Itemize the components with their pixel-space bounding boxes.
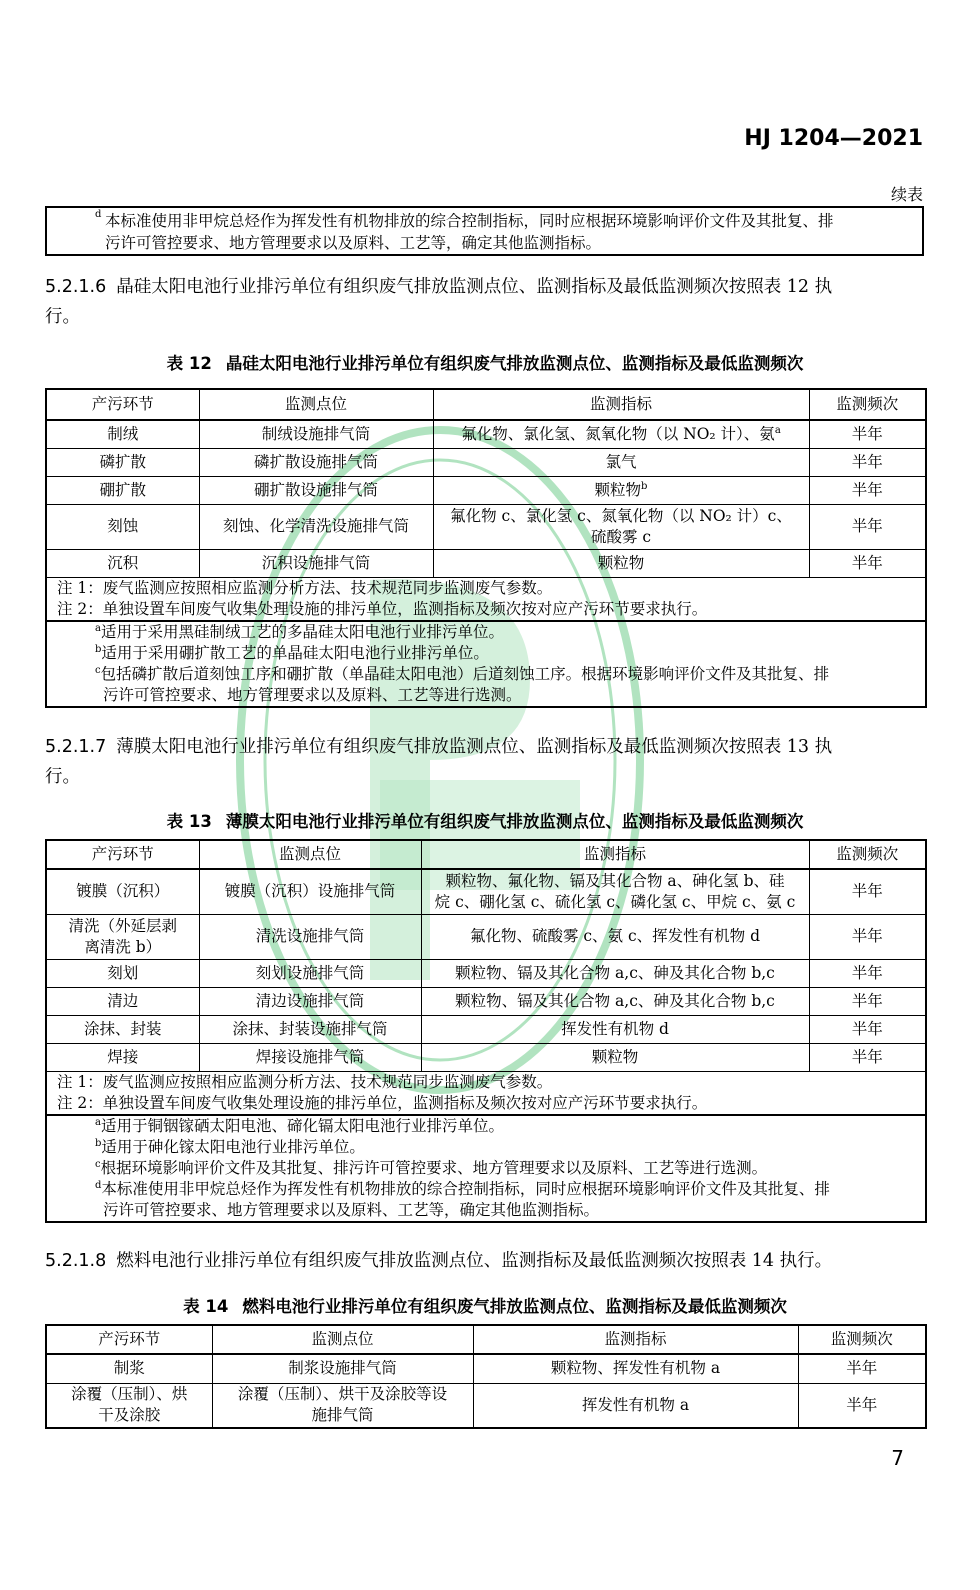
table-row: 镀膜（沉积） 镀膜（沉积）设施排气筒 颗粒物、氟化物、镉及其化合物 a、砷化氢 b、硅 烷 c、硼化氢 c、硫化氢 c、磷化氢 c、甲烷 c、氨 c 半年 xyxy=(46,869,926,914)
table-row: 制浆 制浆设施排气筒 颗粒物、挥发性有机物 a 半年 xyxy=(46,1354,926,1383)
header-cell: 监测频次 xyxy=(798,1325,926,1354)
table-row: 制绒 制绒设施排气筒 氟化物、氯化氢、氮氧化物（以 NO₂ 计）、氨$^a$ 半年 xyxy=(46,420,926,448)
paragraph-5-2-1-6: 5.2.1.6 晶硅太阳电池行业排污单位有组织废气排放监测点位、监测指标及最低监测频次按照表 12 执 行。 xyxy=(45,277,833,327)
table-14-caption: 表 14 燃料电池行业排污单位有组织废气排放监测点位、监测指标及最低监测频次 xyxy=(183,1297,787,1316)
header-cell: 监测指标 xyxy=(421,840,809,869)
header-cell: 产污环节 xyxy=(46,840,199,869)
header-cell: 产污环节 xyxy=(46,1325,212,1354)
table-row: 焊接 焊接设施排气筒 颗粒物 半年 xyxy=(46,1043,926,1071)
table-14 xyxy=(45,1324,927,1429)
header-cell: 监测点位 xyxy=(199,840,421,869)
table-row: 硼扩散 硼扩散设施排气筒 颗粒物$^b$ 半年 xyxy=(46,476,926,504)
header-cell: 监测频次 xyxy=(809,389,926,420)
table-12 xyxy=(45,388,927,708)
header-cell: 监测指标 xyxy=(433,389,809,420)
table-notes: 注 1：废气监测应按照相应监测分析方法、技术规范同步监测废气参数。 注 2：单独设置车间废气收集处理设施的排污单位，监测指标及频次按对应产污环节要求执行。 xyxy=(46,1071,926,1115)
document-code: HJ 1204—2021 xyxy=(744,126,923,151)
table-row: 磷扩散 磷扩散设施排气筒 氯气 半年 xyxy=(46,448,926,476)
table-12-caption: 表 12 晶硅太阳电池行业排污单位有组织废气排放监测点位、监测指标及最低监测频次 xyxy=(166,354,804,373)
page-number: 7 xyxy=(891,1446,904,1470)
paragraph-5-2-1-8: 5.2.1.8 燃料电池行业排污单位有组织废气排放监测点位、监测指标及最低监测频次按照表 14 执行。 xyxy=(45,1251,833,1271)
table-footnotes: $^a$适用于铜铟镓硒太阳电池、碲化镉太阳电池行业排污单位。 $^b$适用于砷化镓太阳电池行业排污单位。 $^c$根据环境影响评价文件及其批复、排污许可管控要求、地方管理要求以及原料、工艺等进行选测。 $^d$本标准使用非甲烷总烃作为挥发性有机物排放的综合控制指标，同时应根据环境影响评价文件及其批复、排 污许可管控要求、地方管理要求以及原料、工艺等，确定其他监测指标。 xyxy=(46,1115,926,1222)
table-row: 清边 清边设施排气筒 颗粒物、镉及其化合物 a,c、砷及其化合物 b,c 半年 xyxy=(46,987,926,1015)
header-cell: 产污环节 xyxy=(46,389,199,420)
header-cell: 监测点位 xyxy=(199,389,433,420)
continued-footnote-box xyxy=(45,206,924,256)
table-notes: 注 1：废气监测应按照相应监测分析方法、技术规范同步监测废气参数。 注 2：单独设置车间废气收集处理设施的排污单位，监测指标及频次按对应产污环节要求执行。 xyxy=(46,577,926,621)
header-cell: 监测频次 xyxy=(809,840,926,869)
paragraph-5-2-1-7: 5.2.1.7 薄膜太阳电池行业排污单位有组织废气排放监测点位、监测指标及最低监测频次按照表 13 执 行。 xyxy=(45,737,833,787)
table-row: 刻蚀 刻蚀、化学清洗设施排气筒 氟化物 c、氯化氢 c、氮氧化物（以 NO₂ 计）c、 硫酸雾 c 半年 xyxy=(46,504,926,549)
header-cell: 监测点位 xyxy=(212,1325,473,1354)
header-cell: 监测指标 xyxy=(473,1325,798,1354)
table-row: 沉积 沉积设施排气筒 颗粒物 半年 xyxy=(46,549,926,577)
table-footnotes: $^a$适用于采用黑硅制绒工艺的多晶硅太阳电池行业排污单位。 $^b$适用于采用硼扩散工艺的单晶硅太阳电池行业排污单位。 $^c$包括磷扩散后道刻蚀工序和硼扩散（单晶硅太阳电池）后道刻蚀工序。根据环境影响评价文件及其批复、排 污许可管控要求、地方管理要求以及原料、工艺等进行选测。 xyxy=(46,621,926,707)
footnote-d: d 本标准使用非甲烷总烃作为挥发性有机物排放的综合控制指标，同时应根据环境影响评价文件及其批复、排 污许可管控要求、地方管理要求以及原料、工艺等，确定其他监测指标。 xyxy=(95,209,834,252)
table-row: 刻划 刻划设施排气筒 颗粒物、镉及其化合物 a,c、砷及其化合物 b,c 半年 xyxy=(46,959,926,987)
table-13 xyxy=(45,839,927,1223)
table-row: 清洗（外延层剥 离清洗 b） 清洗设施排气筒 氟化物、硫酸雾 c、氨 c、挥发性有机物 d 半年 xyxy=(46,914,926,959)
table-row: 涂抹、封装 涂抹、封装设施排气筒 挥发性有机物 d 半年 xyxy=(46,1015,926,1043)
table-row: 涂覆（压制）、烘 干及涂胶 涂覆（压制）、烘干及涂胶等设 施排气筒 挥发性有机物 a 半年 xyxy=(46,1383,926,1428)
table-13-caption: 表 13 薄膜太阳电池行业排污单位有组织废气排放监测点位、监测指标及最低监测频次 xyxy=(166,812,804,831)
continued-label: 续表 xyxy=(890,185,923,204)
